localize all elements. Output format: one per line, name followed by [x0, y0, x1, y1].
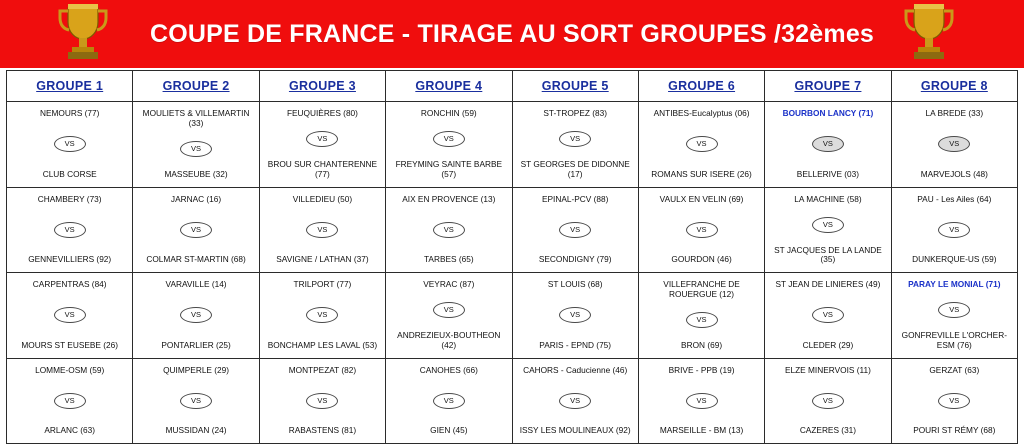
match-cell[interactable] [7, 273, 132, 359]
group-matches [765, 102, 890, 443]
match-cell[interactable] [7, 102, 132, 188]
vs-badge: VS [812, 217, 844, 233]
home-team: GERZAT (63) [929, 364, 980, 375]
away-team: BROU SUR CHANTERENNE (77) [267, 159, 378, 179]
home-team: CHAMBERY (73) [37, 193, 102, 204]
home-team: MONTPEZAT (82) [288, 364, 357, 375]
vs-badge: VS [559, 393, 591, 409]
away-team: MARSEILLE - BM (13) [659, 425, 744, 436]
group-title: GROUPE 5 [541, 79, 609, 93]
vs-separator [641, 136, 762, 152]
vs-badge: VS [686, 222, 718, 238]
header-banner [0, 0, 1024, 68]
trophy-icon [50, 2, 116, 66]
vs-badge: VS [559, 131, 591, 147]
vs-badge: VS [180, 141, 212, 157]
home-team: ST-TROPEZ (83) [543, 108, 607, 118]
home-team: LA MACHINE (58) [794, 193, 862, 204]
home-team: BOURBON LANCY (71) [782, 108, 874, 118]
match-cell[interactable] [639, 188, 764, 274]
match-cell[interactable] [133, 359, 258, 444]
vs-badge: VS [180, 307, 212, 323]
away-team: DUNKERQUE-US (59) [912, 254, 997, 265]
away-team: BELLERIVE (03) [796, 168, 860, 179]
vs-badge: VS [433, 393, 465, 409]
match-cell[interactable] [260, 102, 385, 188]
match-cell[interactable] [892, 188, 1017, 274]
vs-badge: VS [938, 393, 970, 409]
away-team: MARVEJOLS (48) [920, 168, 988, 179]
match-cell[interactable] [386, 188, 511, 274]
match-cell[interactable] [765, 273, 890, 359]
away-team: PONTARLIER (25) [161, 339, 231, 350]
vs-separator [9, 136, 130, 152]
away-team: ISSY LES MOULINEAUX (92) [519, 425, 631, 436]
vs-badge: VS [306, 307, 338, 323]
match-cell[interactable] [513, 102, 638, 188]
vs-separator [894, 393, 1015, 409]
home-team: CANOHES (66) [419, 364, 478, 375]
vs-badge: VS [559, 307, 591, 323]
home-team: LA BREDE (33) [925, 108, 984, 118]
group-header [513, 71, 638, 102]
home-team: QUIMPERLE (29) [163, 364, 230, 375]
vs-badge: VS [306, 393, 338, 409]
match-cell[interactable] [386, 359, 511, 444]
match-cell[interactable] [260, 359, 385, 444]
match-cell[interactable] [386, 102, 511, 188]
group-title: GROUPE 8 [920, 79, 988, 93]
group-title: GROUPE 6 [668, 79, 736, 93]
vs-badge: VS [812, 393, 844, 409]
vs-separator [262, 222, 383, 238]
vs-separator [9, 307, 130, 323]
vs-separator [641, 393, 762, 409]
vs-separator [894, 302, 1015, 318]
vs-separator [388, 222, 509, 238]
vs-separator [262, 393, 383, 409]
home-team: ANTIBES-Eucalyptus (06) [653, 108, 750, 118]
vs-separator [262, 131, 383, 147]
vs-separator [9, 393, 130, 409]
group-header [7, 71, 132, 102]
match-cell[interactable] [892, 359, 1017, 444]
home-team: CAHORS - Caducienne (46) [523, 364, 628, 375]
group-header [260, 71, 385, 102]
vs-separator [894, 136, 1015, 152]
home-team: AIX EN PROVENCE (13) [402, 193, 496, 204]
group-title: GROUPE 7 [794, 79, 862, 93]
home-team: VEYRAC (87) [423, 279, 475, 289]
vs-badge: VS [686, 393, 718, 409]
vs-badge: VS [812, 136, 844, 152]
match-cell[interactable] [386, 273, 511, 359]
vs-separator [767, 393, 888, 409]
vs-separator [515, 131, 636, 147]
vs-separator [515, 307, 636, 323]
group-column [260, 71, 386, 443]
vs-separator [894, 222, 1015, 238]
away-team: CLEDER (29) [802, 339, 854, 350]
vs-badge: VS [433, 131, 465, 147]
home-team: VILLEFRANCHE DE ROUERGUE (12) [663, 279, 740, 299]
group-matches [639, 102, 764, 443]
group-column [513, 71, 639, 443]
group-title: GROUPE 1 [36, 79, 104, 93]
group-header [892, 71, 1017, 102]
vs-separator [767, 307, 888, 323]
vs-separator [388, 131, 509, 147]
away-team: POURI ST RÉMY (68) [913, 425, 996, 436]
match-cell[interactable] [513, 359, 638, 444]
home-team: LOMME-OSM (59) [35, 364, 105, 375]
match-cell[interactable] [7, 188, 132, 274]
away-team: CAZERES (31) [799, 425, 857, 436]
home-team: VILLEDIEU (50) [292, 193, 353, 204]
group-matches [386, 102, 511, 443]
vs-badge: VS [180, 393, 212, 409]
group-title: GROUPE 3 [288, 79, 356, 93]
match-cell[interactable] [133, 188, 258, 274]
home-team: TRILPORT (77) [293, 279, 352, 289]
group-matches [892, 102, 1017, 443]
group-header [639, 71, 764, 102]
group-matches [133, 102, 258, 443]
group-title: GROUPE 4 [415, 79, 483, 93]
vs-badge: VS [54, 222, 86, 238]
vs-badge: VS [180, 222, 212, 238]
away-team: ROMANS SUR ISERE (26) [651, 168, 752, 179]
match-cell[interactable] [133, 273, 258, 359]
group-matches [7, 102, 132, 443]
away-team: RABASTENS (81) [288, 425, 357, 436]
away-team: ST JACQUES DE LA LANDE (35) [774, 244, 882, 265]
home-team: MOULIETS & VILLEMARTIN (33) [142, 108, 250, 128]
home-team: PARAY LE MONIAL (71) [908, 279, 1001, 289]
vs-badge: VS [54, 307, 86, 323]
vs-badge: VS [938, 136, 970, 152]
group-column [133, 71, 259, 443]
vs-separator [388, 302, 509, 318]
away-team: ARLANC (63) [44, 425, 96, 436]
match-cell[interactable] [765, 188, 890, 274]
match-cell[interactable] [892, 273, 1017, 359]
vs-separator [135, 393, 256, 409]
group-matches [260, 102, 385, 443]
vs-badge: VS [812, 307, 844, 323]
home-team: ELZE MINERVOIS (11) [784, 364, 871, 375]
vs-separator [641, 222, 762, 238]
home-team: BRIVE - PPB (19) [668, 364, 735, 375]
group-matches [513, 102, 638, 443]
vs-separator [641, 312, 762, 328]
vs-separator [135, 307, 256, 323]
home-team: CARPENTRAS (84) [32, 279, 107, 289]
group-column [639, 71, 765, 443]
group-column [765, 71, 891, 443]
match-cell[interactable] [639, 273, 764, 359]
vs-badge: VS [686, 312, 718, 328]
match-cell[interactable] [892, 102, 1017, 188]
away-team: SECONDIGNY (79) [538, 254, 612, 265]
vs-separator [135, 141, 256, 157]
away-team: SAVIGNE / LATHAN (37) [276, 254, 369, 265]
home-team: ST LOUIS (68) [547, 279, 603, 289]
group-column [7, 71, 133, 443]
match-cell[interactable] [260, 273, 385, 359]
away-team: MUSSIDAN (24) [165, 425, 227, 436]
vs-badge: VS [306, 131, 338, 147]
away-team: MOURS ST EUSEBE (26) [21, 339, 119, 350]
trophy-icon [896, 2, 962, 66]
away-team: GIEN (45) [430, 425, 468, 436]
away-team: CLUB CORSE [42, 168, 97, 179]
vs-badge: VS [559, 222, 591, 238]
home-team: VAULX EN VELIN (69) [659, 193, 744, 204]
match-cell[interactable] [639, 102, 764, 188]
group-title: GROUPE 2 [162, 79, 230, 93]
vs-badge: VS [306, 222, 338, 238]
away-team: MASSEUBE (32) [164, 168, 228, 179]
page-title: COUPE DE FRANCE - TIRAGE AU SORT GROUPES /32èmes [149, 19, 875, 48]
home-team: VARAVILLE (14) [165, 279, 227, 289]
vs-badge: VS [938, 302, 970, 318]
home-team: ST JEAN DE LINIERES (49) [775, 279, 881, 289]
group-header [765, 71, 890, 102]
home-team: RONCHIN (59) [420, 108, 477, 118]
match-cell[interactable] [133, 102, 258, 188]
vs-separator [9, 222, 130, 238]
match-cell[interactable] [639, 359, 764, 444]
away-team: BRON (69) [681, 339, 723, 350]
away-team: TARBES (65) [423, 254, 474, 265]
vs-separator [135, 222, 256, 238]
vs-separator [767, 136, 888, 152]
vs-separator [515, 393, 636, 409]
group-column [386, 71, 512, 443]
vs-separator [388, 393, 509, 409]
vs-badge: VS [433, 222, 465, 238]
away-team: BONCHAMP LES LAVAL (53) [267, 339, 378, 350]
vs-badge: VS [54, 393, 86, 409]
match-cell[interactable] [513, 273, 638, 359]
vs-badge: VS [686, 136, 718, 152]
vs-separator [767, 217, 888, 233]
home-team: JARNAC (16) [170, 193, 222, 204]
match-cell[interactable] [260, 188, 385, 274]
away-team: COLMAR ST-MARTIN (68) [146, 254, 246, 265]
vs-badge: VS [938, 222, 970, 238]
vs-badge: VS [54, 136, 86, 152]
away-team: FREYMING SAINTE BARBE (57) [395, 159, 503, 179]
match-cell[interactable] [7, 359, 132, 444]
match-cell[interactable] [513, 188, 638, 274]
away-team: GENNEVILLIERS (92) [28, 254, 112, 265]
group-column [892, 71, 1017, 443]
group-header [133, 71, 258, 102]
away-team: ST GEORGES DE DIDONNE (17) [520, 159, 630, 179]
match-cell[interactable] [765, 359, 890, 444]
home-team: EPINAL-PCV (88) [541, 193, 609, 204]
vs-badge: VS [433, 302, 465, 318]
away-team: GOURDON (46) [671, 254, 732, 265]
home-team: FEUQUIÈRES (80) [286, 108, 358, 118]
match-cell[interactable] [765, 102, 890, 188]
away-team: ANDREZIEUX-BOUTHEON (42) [397, 330, 501, 350]
vs-separator [262, 307, 383, 323]
home-team: NEMOURS (77) [39, 108, 100, 118]
away-team: PARIS - EPND (75) [539, 339, 612, 350]
vs-separator [515, 222, 636, 238]
group-header [386, 71, 511, 102]
away-team: GONFREVILLE L'ORCHER-ESM (76) [901, 330, 1007, 350]
draw-table [6, 70, 1018, 444]
home-team: PAU - Les Ailes (64) [917, 193, 992, 204]
